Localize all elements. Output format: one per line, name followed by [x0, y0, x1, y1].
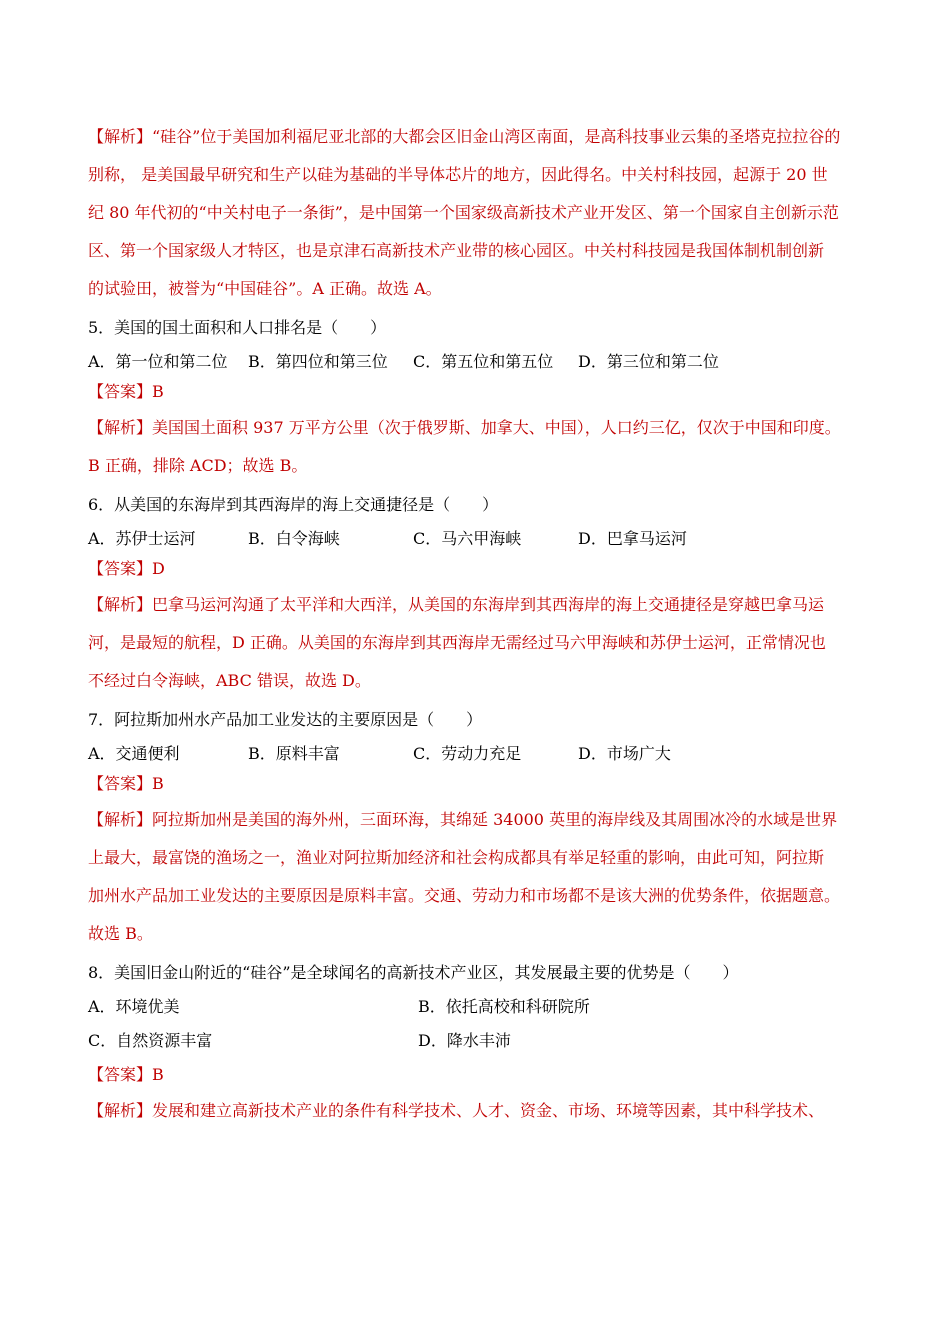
q8-analysis [88, 1092, 868, 1130]
analysis-line: 故选 B。 [88, 924, 153, 943]
q6-question: 6．从美国的东海岸到其西海岸的海上交通捷径是（ ） [88, 495, 499, 514]
q8-option-c: C．自然资源丰富 [88, 1031, 213, 1050]
q7-question: 7．阿拉斯加州水产品加工业发达的主要原因是（ ） [88, 710, 483, 729]
analysis-line: 加州水产品加工业发达的主要原因是原料丰富。交通、劳动力和市场都不是该大洲的优势条件，依据题意。 [88, 886, 841, 905]
analysis-line: 【解析】阿拉斯加州是美国的海外州，三面环海，其绵延 34000 英里的海岸线及其周围冰冷的水域是世界 [88, 810, 838, 829]
q6-answer: 【答案】D [88, 559, 165, 578]
q7-answer: 【答案】B [88, 774, 164, 793]
q6-option-a: A．苏伊士运河 [88, 529, 196, 548]
q8-question: 8．美国旧金山附近的“硅谷”是全球闻名的高新技术产业区，其发展最主要的优势是（ ） [88, 963, 739, 982]
q6-option-d: D．巴拿马运河 [578, 529, 687, 548]
analysis-line: 纪 80 年代初的“中关村电子一条街”，是中国第一个国家级高新技术产业开发区、第一个国家自主创新示范 [88, 203, 839, 222]
analysis-line: 不经过白令海峡，ABC 错误，故选 D。 [88, 671, 371, 690]
analysis-line: 别称， 是美国最早研究和生产以硅为基础的半导体芯片的地方，因此得名。中关村科技园，起源于 20 世 [88, 165, 828, 184]
q5-option-d: D．第三位和第二位 [578, 352, 719, 371]
q8-answer: 【答案】B [88, 1065, 164, 1084]
analysis-line: 上最大，最富饶的渔场之一，渔业对阿拉斯加经济和社会构成都具有举足轻重的影响，由此可知，阿拉斯 [88, 848, 825, 867]
analysis-line: 河，是最短的航程，D 正确。从美国的东海岸到其西海岸无需经过马六甲海峡和苏伊士运河，正常情况也 [88, 633, 826, 652]
q7-option-c: C．劳动力充足 [413, 744, 522, 763]
q5-option-c: C．第五位和第五位 [413, 352, 554, 371]
analysis-line: 【解析】巴拿马运河沟通了太平洋和大西洋，从美国的东海岸到其西海岸的海上交通捷径是穿越巴拿马运 [88, 595, 825, 614]
q5-option-b: B．第四位和第三位 [248, 352, 388, 371]
q7-analysis [88, 801, 868, 953]
analysis-line: 区、第一个国家级人才特区，也是京津石高新技术产业带的核心园区。中关村科技园是我国体制机制创新 [88, 241, 825, 260]
q6-option-c: C．马六甲海峡 [413, 529, 522, 548]
q5-question: 5．美国的国土面积和人口排名是（ ） [88, 318, 387, 337]
q4-analysis [88, 118, 868, 308]
q7-option-d: D．市场广大 [578, 744, 671, 763]
q6-analysis [88, 586, 868, 700]
q8-option-d: D．降水丰沛 [418, 1031, 511, 1050]
document-content [88, 118, 868, 1130]
q5-options [88, 351, 868, 373]
q5-analysis [88, 409, 868, 485]
q8-options-row2 [88, 1030, 868, 1052]
analysis-line: 【解析】美国国土面积 937 万平方公里（次于俄罗斯、加拿大、中国），人口约三亿，仅次于中国和印度。 [88, 418, 841, 437]
analysis-line: 【解析】发展和建立高新技术产业的条件有科学技术、人才、资金、市场、环境等因素，其中科学技术、 [88, 1101, 825, 1120]
q8-option-a: A．环境优美 [88, 997, 180, 1016]
analysis-line: B 正确，排除 ACD；故选 B。 [88, 456, 308, 475]
q8-option-b: B．依托高校和科研院所 [418, 997, 590, 1016]
q6-options [88, 528, 868, 550]
q7-options [88, 743, 868, 765]
q7-option-b: B．原料丰富 [248, 744, 340, 763]
q7-option-a: A．交通便利 [88, 744, 180, 763]
analysis-line: 的试验田，被誉为“中国硅谷”。A 正确。故选 A。 [88, 279, 442, 298]
analysis-line: 【解析】“硅谷”位于美国加利福尼亚北部的大都会区旧金山湾区南面，是高科技事业云集的圣塔克拉拉谷的 [88, 127, 841, 146]
q5-answer: 【答案】B [88, 382, 164, 401]
q6-option-b: B．白令海峡 [248, 529, 340, 548]
q5-option-a: A．第一位和第二位 [88, 352, 228, 371]
q8-options-row1 [88, 996, 868, 1018]
